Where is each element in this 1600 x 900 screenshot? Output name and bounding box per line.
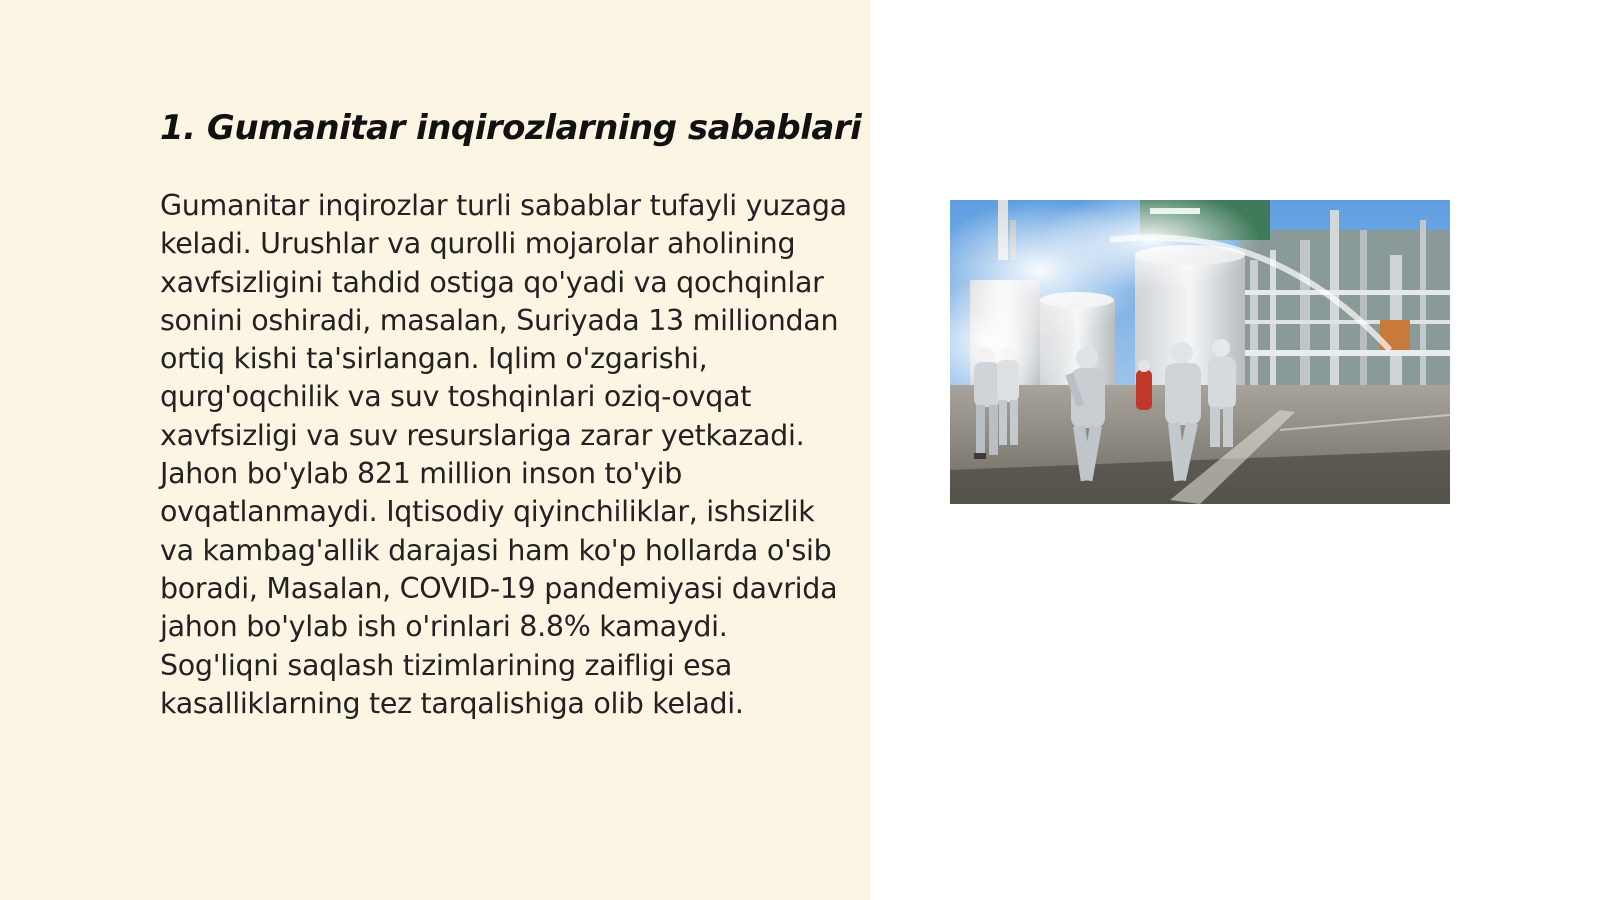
industrial-emergency-photo — [950, 200, 1450, 504]
slide-body-text: Gumanitar inqirozlar turli sabablar tufayli yuzaga keladi. Urushlar va qurolli mojarolar aholining xavfsizligini tahdid ostiga qo'yadi va qochqinlar sonini oshiradi, masalan, Suriyada 13 milliondan ortiq kishi ta'sirlangan. Iqlim o'zgarishi, qurg'oqchilik va suv toshqinlari oziq-ovqat xavfsizligi va suv resurslariga zarar yetkazadi. Jahon bo'ylab 821 million inson to'yib ovqatlanmaydi. Iqtisodiy qiyinchiliklar, ishsizlik va kambag'allik darajasi ham ko'p hollarda o'sib boradi, Masalan, COVID-19 pandemiyasi davrida jahon bo'ylab ish o'rinlari 8.8% kamaydi. Sog'liqni saqlash tizimlarining zaifligi esa kasalliklarning tez tarqalishiga olib keladi. — [160, 189, 847, 720]
slide-title: 1. Gumanitar inqirozlarning sabablari — [160, 108, 862, 148]
photo-illustration — [950, 200, 1450, 504]
refinery-pipes — [1240, 210, 1450, 390]
